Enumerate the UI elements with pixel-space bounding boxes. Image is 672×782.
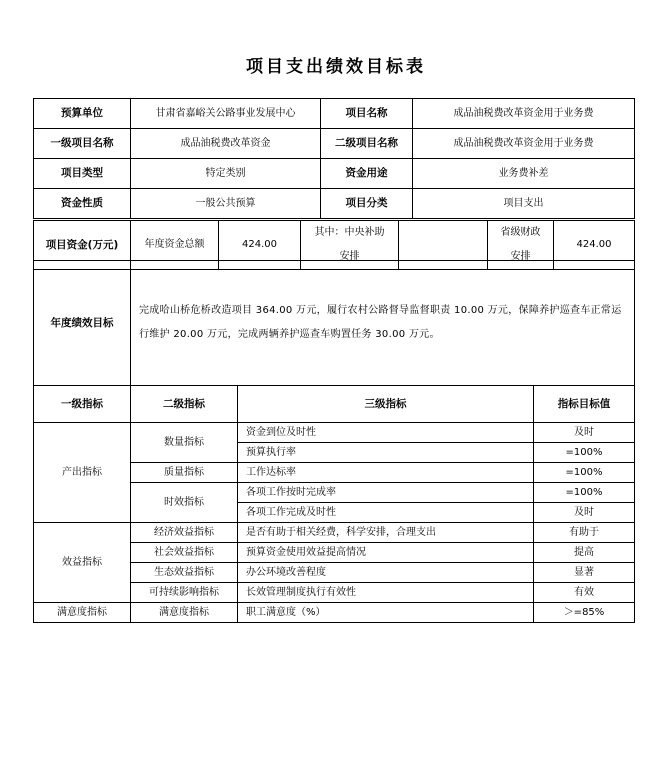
target-cell: =100% [534,463,635,483]
annual-goal-text: 完成哈山桥危桥改造项目 364.00 万元，履行农村公路督导监督职责 10.00 万元，保障养护巡查车正常运行维护 20.00 万元，完成两辆养护巡查车购置任务 30.00 万元。 [131,261,635,386]
level3-cell: 各项工作完成及时性 [238,503,534,523]
level1-cell: 满意度指标 [34,603,131,623]
row-budget-unit [34,99,635,129]
level2-cell: 社会效益指标 [131,543,238,563]
indicator-row [34,603,635,623]
level3-cell: 预算资金使用效益提高情况 [238,543,534,563]
header-target: 指标目标值 [534,386,635,423]
project-type-label: 项目类型 [34,159,131,189]
annual-total-value: 424.00 [219,221,301,270]
level3-cell: 长效管理制度执行有效性 [238,583,534,603]
project-name-label: 项目名称 [321,99,413,129]
level3-cell: 是否有助于相关经费，科学安排，合理支出 [238,523,534,543]
level2-project-value: 成品油税费改革资金用于业务费 [413,129,635,159]
level3-cell: 工作达标率 [238,463,534,483]
project-funds-label: 项目资金(万元) [34,221,131,270]
fund-nature-value: 一般公共预算 [131,189,321,219]
provincial-label-line1: 省级财政 [500,227,541,238]
fund-use-value: 业务费补差 [413,159,635,189]
level3-cell: 办公环境改善程度 [238,563,534,583]
budget-unit-value: 甘肃省嘉峪关公路事业发展中心 [131,99,321,129]
level1-cell: 产出指标 [34,423,131,523]
target-cell: 有效 [534,583,635,603]
provincial-label-line2: 安排 [510,251,531,262]
target-cell: ＞=85% [534,603,635,623]
header-level3: 三级指标 [238,386,534,423]
level2-cell: 生态效益指标 [131,563,238,583]
central-subsidy-label-line1: 其中：中央补助 [314,227,385,238]
indicator-row [34,523,635,543]
row-annual-goal [34,261,635,386]
level1-project-label: 一级项目名称 [34,129,131,159]
target-cell: 及时 [534,503,635,523]
fund-nature-label: 资金性质 [34,189,131,219]
target-cell: 提高 [534,543,635,563]
annual-goal-label: 年度绩效目标 [34,261,131,386]
row-fund-nature [34,189,635,219]
header-level2: 二级指标 [131,386,238,423]
level3-cell: 职工满意度（%） [238,603,534,623]
indicators-header-row [34,386,635,423]
row-project-type [34,159,635,189]
level1-project-value: 成品油税费改革资金 [131,129,321,159]
target-cell: 有助于 [534,523,635,543]
level3-cell: 资金到位及时性 [238,423,534,443]
fund-use-label: 资金用途 [321,159,413,189]
level2-cell: 质量指标 [131,463,238,483]
page-title: 项目支出绩效目标表 [246,57,426,77]
indicators-table [33,385,635,623]
row-project-levels [34,129,635,159]
central-subsidy-label-line2: 安排 [339,251,360,262]
level3-cell: 预算执行率 [238,443,534,463]
project-category-value: 项目支出 [413,189,635,219]
header-level1: 一级指标 [34,386,131,423]
level2-project-label: 二级项目名称 [321,129,413,159]
target-cell: 及时 [534,423,635,443]
project-category-label: 项目分类 [321,189,413,219]
level2-cell: 经济效益指标 [131,523,238,543]
target-cell: =100% [534,483,635,503]
level2-cell: 数量指标 [131,423,238,463]
level1-cell: 效益指标 [34,523,131,603]
indicator-row [34,423,635,443]
annual-goal-table [33,260,635,386]
level3-cell: 各项工作按时完成率 [238,483,534,503]
budget-unit-label: 预算单位 [34,99,131,129]
project-name-value: 成品油税费改革资金用于业务费 [413,99,635,129]
provincial-value: 424.00 [554,221,635,270]
target-cell: =100% [534,443,635,463]
level2-cell: 可持续影响指标 [131,583,238,603]
level2-cell: 满意度指标 [131,603,238,623]
basic-info-table [33,98,635,219]
annual-total-label: 年度资金总额 [131,221,219,270]
project-type-value: 特定类别 [131,159,321,189]
level2-cell: 时效指标 [131,483,238,523]
target-cell: 显著 [534,563,635,583]
